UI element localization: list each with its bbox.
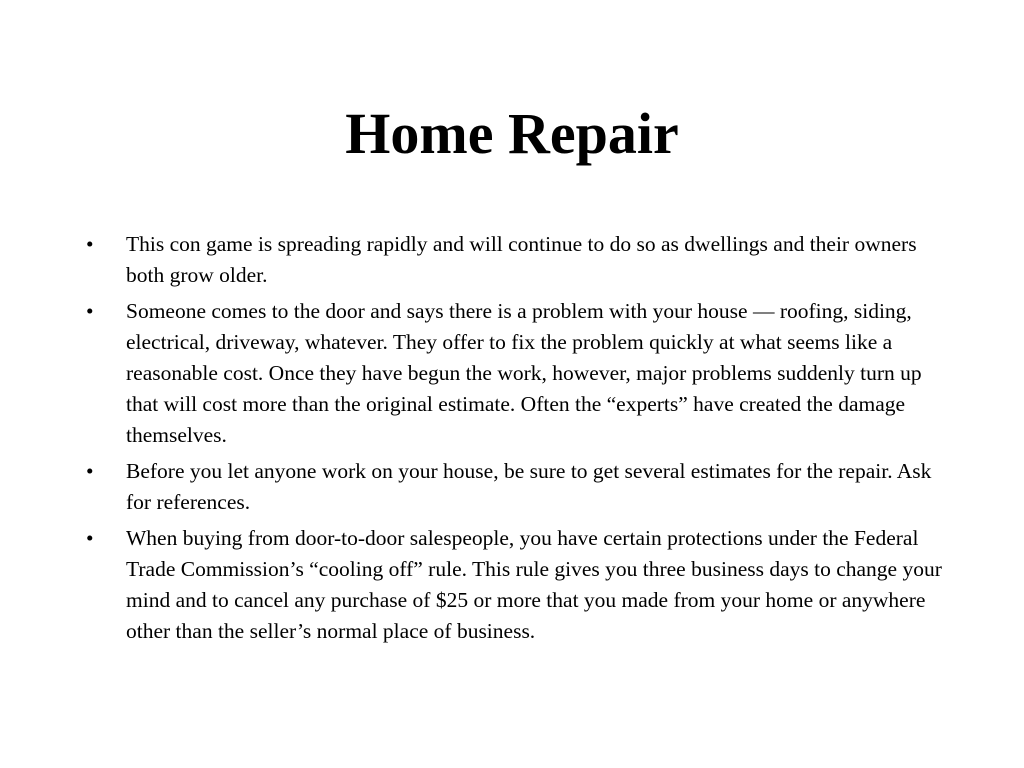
bullet-icon: • <box>86 299 94 323</box>
bullet-icon: • <box>86 232 94 256</box>
bullet-icon: • <box>86 459 94 483</box>
bullet-text: Someone comes to the door and says there is a problem with your house — roofing, siding, electrical, driveway, whatever. They offer to fix the problem quickly at what seems like a reasonable cost. Once they have begun the work, however, major problems suddenly turn up that will cost more than the original estimate. Often the “experts” have created the damage themselves. <box>126 299 922 447</box>
bullet-list <box>84 229 944 652</box>
bullet-text: When buying from door-to-door salespeople, you have certain protections under the Federal Trade Commission’s “cooling off” rule. This rule gives you three business days to change your mind and to cancel any purchase of $25 or more that you made from your home or anywhere other than the seller’s normal place of business. <box>126 526 942 643</box>
bullet-item <box>84 523 944 647</box>
bullet-icon: • <box>86 526 94 550</box>
bullet-item <box>84 456 944 518</box>
bullet-item <box>84 296 944 451</box>
bullet-text: Before you let anyone work on your house, be sure to get several estimates for the repair. Ask for references. <box>126 459 932 514</box>
bullet-item <box>84 229 944 291</box>
bullet-text: This con game is spreading rapidly and will continue to do so as dwellings and their owners both grow older. <box>126 232 917 287</box>
slide-title: Home Repair <box>345 101 679 166</box>
